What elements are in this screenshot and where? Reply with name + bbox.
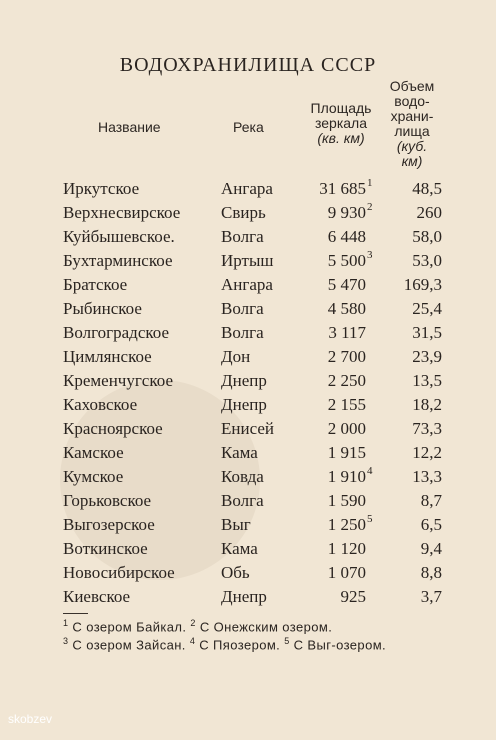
table-row [0,417,496,441]
table-row [0,273,496,297]
table-row [0,297,496,321]
volume-value: 9,4 [420,539,442,558]
reservoir-name: Братское [63,275,128,294]
river-name: Обь [221,563,250,582]
footnote-rule [63,613,88,614]
header-volume-line: лища [394,123,430,139]
header-area [300,101,382,146]
volume-value: 53,0 [412,251,442,270]
footnote-marker: 4 [189,636,196,647]
river-name: Свирь [221,203,266,222]
volume-value: 8,7 [420,491,442,510]
reservoir-name: Кременчугское [63,371,174,390]
river-name: Волга [221,299,264,318]
footnote-marker: 5 [284,636,290,647]
reservoir-name: Воткинское [63,539,148,558]
reservoir-name: Выгозерское [63,515,155,534]
page-title: ВОДОХРАНИЛИЩА СССР [119,54,377,76]
header-volume-line: храни- [390,108,434,124]
header-volume-line: Объем [389,78,435,94]
footnote-marker: 2 [190,618,196,628]
footnote-ref: 4 [367,465,373,477]
volume-value: 260 [416,203,442,222]
reservoir-name: Красноярское [63,419,163,438]
reservoir-name: Бухтарминское [63,251,173,270]
table-row [0,585,496,609]
area-value: 2 155 [327,395,366,414]
area-value: 1 915 [327,443,366,462]
river-name: Иртыш [221,251,274,270]
area-value: 6 448 [327,227,366,246]
area-value: 5 470 [327,275,366,294]
volume-value: 3,7 [420,587,442,606]
river-name: Кама [221,539,258,558]
reservoir-name: Каховское [63,395,138,414]
area-value: 1 250 [327,515,366,534]
footnote-text: С Пяозером. [195,637,285,653]
header-volume [382,79,442,169]
header-volume-unit: км) [401,153,423,169]
header-area-line: Площадь [310,100,372,116]
volume-value: 8,8 [420,563,442,582]
reservoir-name: Кумское [63,467,124,486]
header-volume-unit: (куб. [396,138,428,154]
river-name: Ангара [221,275,273,294]
table-row [0,513,496,537]
table-row [0,225,496,249]
table-row [0,369,496,393]
reservoir-name: Рыбинское [63,299,142,318]
volume-value: 25,4 [412,299,442,318]
volume-value: 23,9 [412,347,442,366]
volume-value: 6,5 [420,515,442,534]
river-name: Днепр [221,587,267,606]
volume-value: 18,2 [412,395,442,414]
footnote-ref: 5 [367,513,373,525]
river-name: Волга [221,491,264,510]
reservoir-name: Иркутское [63,179,140,198]
table-row [0,465,496,489]
reservoir-table [0,177,496,609]
reservoir-name: Горьковское [63,491,152,510]
reservoir-name: Верхнесвирское [63,203,181,222]
volume-value: 73,3 [412,419,442,438]
volume-value: 48,5 [412,179,442,198]
header-area-line: зеркала [314,115,367,131]
area-value: 31 685 [319,179,366,198]
footnote-ref: 2 [367,201,373,213]
river-name: Волга [221,323,264,342]
reservoir-name: Цимлянское [63,347,152,366]
footnote-marker: 1 [63,618,69,628]
reservoir-name: Камское [63,443,124,462]
footnote-marker: 3 [63,636,69,647]
footnote-text: С озером Зайсан. [68,637,190,653]
table-row [0,249,496,273]
river-name: Выг [221,515,251,534]
table-row [0,177,496,201]
table-row [0,393,496,417]
footnote-ref: 3 [367,249,373,261]
area-value: 2 250 [327,371,366,390]
area-value: 2 700 [327,347,366,366]
river-name: Ангара [221,179,273,198]
area-value: 9 930 [327,203,366,222]
river-name: Ковда [221,467,264,486]
footnote-text: С Онежским озером. [195,619,333,635]
header-river: Река [233,119,264,135]
river-name: Днепр [221,371,267,390]
volume-value: 58,0 [412,227,442,246]
reservoir-name: Волгоградское [63,323,170,342]
footnote-ref: 1 [367,177,373,189]
table-row [0,561,496,585]
header-name: Название [98,119,161,135]
area-value: 5 500 [327,251,366,270]
footnotes [63,616,453,653]
river-name: Дон [221,347,251,366]
reservoir-name: Новосибирское [63,563,175,582]
table-row [0,321,496,345]
area-value: 925 [340,587,366,606]
table-row [0,537,496,561]
area-value: 1 590 [327,491,366,510]
volume-value: 169,3 [403,275,442,294]
area-value: 1 910 [327,467,366,486]
footnote-text: С озером Байкал. [68,619,191,635]
river-name: Кама [221,443,258,462]
header-volume-line: водо- [394,93,430,109]
area-value: 4 580 [327,299,366,318]
river-name: Днепр [221,395,267,414]
table-row [0,441,496,465]
watermark: skobzev [8,712,53,726]
river-name: Енисей [221,419,274,438]
area-value: 1 070 [327,563,366,582]
reservoir-name: Киевское [63,587,131,606]
volume-value: 13,3 [412,467,442,486]
header-area-unit: (кв. км) [317,130,365,146]
area-value: 2 000 [327,419,366,438]
area-value: 3 117 [328,323,366,342]
river-name: Волга [221,227,264,246]
table-row [0,201,496,225]
table-row [0,489,496,513]
footnote-text: С Выг-озером. [289,637,387,653]
reservoir-name: Куйбышевское. [63,227,175,246]
volume-value: 12,2 [412,443,442,462]
table-row [0,345,496,369]
area-value: 1 120 [327,539,366,558]
volume-value: 13,5 [412,371,442,390]
volume-value: 31,5 [412,323,442,342]
